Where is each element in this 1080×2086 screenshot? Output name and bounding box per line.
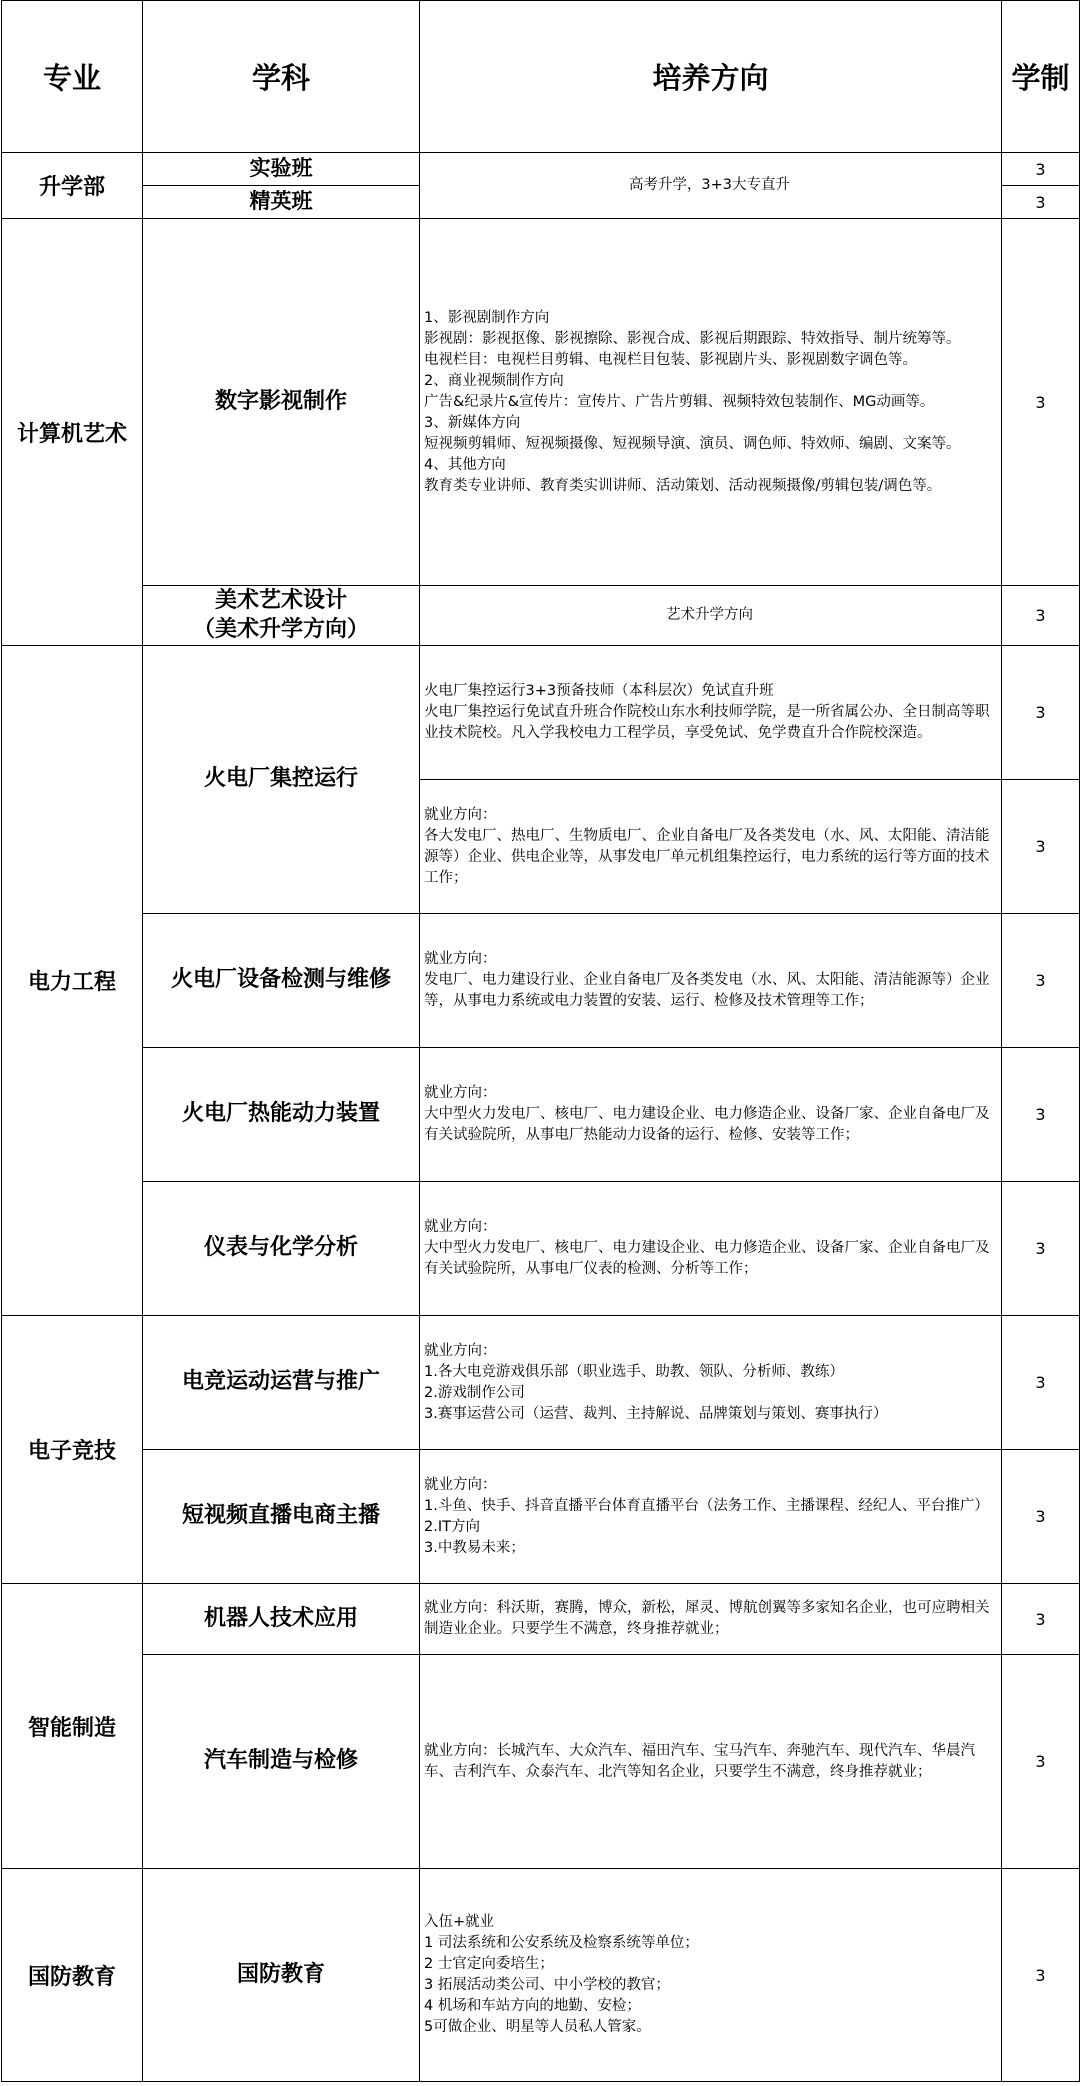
- direction-reneng: 就业方向： 大中型火力发电厂、核电厂、电力建设企业、电力修造企业、设备厂家、企业自备电厂及有关试验院所，从事电厂热能动力设备的运行、检修、安装等工作；: [420, 1048, 1002, 1182]
- subject-shiyan: 实验班: [143, 153, 420, 186]
- years-guofang: 3: [1002, 1869, 1080, 2082]
- direction-jianxiu: 就业方向： 发电厂、电力建设行业、企业自备电厂及各类发电（水、风、太阳能、清洁能源等）企业等，从事电力系统或电力装置的安装、运行、检修及技术管理等工作；: [420, 914, 1002, 1048]
- subject-shuzi: 数字影视制作: [143, 219, 420, 586]
- direction-yibiao: 就业方向： 大中型火力发电厂、核电厂、电力建设企业、电力修造企业、设备厂家、企业自备电厂及有关试验院所，从事电厂仪表的检测、分析等工作；: [420, 1182, 1002, 1316]
- years-jianxiu: 3: [1002, 914, 1080, 1048]
- years-jikong-1: 3: [1002, 646, 1080, 780]
- direction-jikong-1: 火电厂集控运行3+3预备技师（本科层次）免试直升班 火电厂集控运行免试直升班合作院校山东水利技师学院，是一所省属公办、全日制高等职业技术院校。凡入学我校电力工程学员，享受免试、免学费直升合作院校深造。: [420, 646, 1002, 780]
- major-zhineng: 智能制造: [2, 1584, 143, 1869]
- years-shuzi: 3: [1002, 219, 1080, 586]
- major-dianzi: 电子竞技: [2, 1316, 143, 1584]
- table-row: [2, 586, 1080, 646]
- years-meishu: 3: [1002, 586, 1080, 646]
- direction-shengxue: 高考升学，3+3大专直升: [420, 153, 1002, 219]
- subject-qiche: 汽车制造与检修: [143, 1655, 420, 1869]
- years-reneng: 3: [1002, 1048, 1080, 1182]
- header-major: 专业: [2, 1, 143, 153]
- subject-jiqiren: 机器人技术应用: [143, 1584, 420, 1655]
- table-row: [2, 153, 1080, 186]
- subject-guofang: 国防教育: [143, 1869, 420, 2082]
- years-yibiao: 3: [1002, 1182, 1080, 1316]
- direction-qiche: 就业方向：长城汽车、大众汽车、福田汽车、宝马汽车、奔驰汽车、现代汽车、华晨汽车、吉利汽车、众泰汽车、北汽等知名企业，只要学生不满意，终身推荐就业；: [420, 1655, 1002, 1869]
- major-dianli: 电力工程: [2, 646, 143, 1316]
- subject-dianjing: 电竞运动运营与推广: [143, 1316, 420, 1450]
- years-jingying: 3: [1002, 186, 1080, 219]
- table-row: [2, 1182, 1080, 1316]
- table-row: [2, 1869, 1080, 2082]
- years-zhibo: 3: [1002, 1450, 1080, 1584]
- curriculum-table: [1, 0, 1080, 2082]
- header-direction: 培养方向: [420, 1, 1002, 153]
- major-shengxue: 升学部: [2, 153, 143, 219]
- header-years: 学制: [1002, 1, 1080, 153]
- direction-jiqiren: 就业方向：科沃斯，赛腾，博众，新松，犀灵、博航创翼等多家知名企业，也可应聘相关制造业企业。只要学生不满意，终身推荐就业；: [420, 1584, 1002, 1655]
- table-row: [2, 646, 1080, 780]
- table-row: [2, 914, 1080, 1048]
- table-row: [2, 1584, 1080, 1655]
- years-jiqiren: 3: [1002, 1584, 1080, 1655]
- table-row: [2, 1655, 1080, 1869]
- years-jikong-2: 3: [1002, 780, 1080, 914]
- header-row: [2, 1, 1080, 153]
- table-row: [2, 1316, 1080, 1450]
- direction-shuzi: 1、影视剧制作方向 影视剧：影视抠像、影视擦除、影视合成、影视后期跟踪、特效指导、制片统筹等。 电视栏目：电视栏目剪辑、电视栏目包装、影视剧片头、影视剧数字调色等。 2、商业视频制作方向 广告&纪录片&宣传片：宣传片、广告片剪辑、视频特效包装制作、MG动画等。 3、新媒体方向 短视频剪辑师、短视频摄像、短视频导演、演员、调色师、特效师、编剧、文案等。 4、其他方向 教育类专业讲师、教育类实训讲师、活动策划、活动视频摄像/剪辑包装/调色等。: [420, 219, 1002, 586]
- direction-zhibo: 就业方向： 1.斗鱼、快手、抖音直播平台体育直播平台（法务工作、主播课程、经纪人、平台推广） 2.IT方向 3.中教易未来；: [420, 1450, 1002, 1584]
- subject-meishu: 美术艺术设计 （美术升学方向）: [143, 586, 420, 646]
- direction-dianjing: 就业方向： 1.各大电竞游戏俱乐部（职业选手、助教、领队、分析师、教练） 2.游戏制作公司 3.赛事运营公司（运营、裁判、主持解说、品牌策划与策划、赛事执行）: [420, 1316, 1002, 1450]
- table-row: [2, 219, 1080, 586]
- direction-jikong-2: 就业方向： 各大发电厂、热电厂、生物质电厂、企业自备电厂及各类发电（水、风、太阳能、清洁能源等）企业、供电企业等，从事发电厂单元机组集控运行，电力系统的运行等方面的技术工作；: [420, 780, 1002, 914]
- subject-jikong: 火电厂集控运行: [143, 646, 420, 914]
- header-subject: 学科: [143, 1, 420, 153]
- years-dianjing: 3: [1002, 1316, 1080, 1450]
- subject-reneng: 火电厂热能动力装置: [143, 1048, 420, 1182]
- years-qiche: 3: [1002, 1655, 1080, 1869]
- subject-jianxiu: 火电厂设备检测与维修: [143, 914, 420, 1048]
- major-guofang: 国防教育: [2, 1869, 143, 2082]
- table-row: [2, 1450, 1080, 1584]
- direction-meishu: 艺术升学方向: [420, 586, 1002, 646]
- direction-guofang: 入伍+就业 1 司法系统和公安系统及检察系统等单位； 2 士官定向委培生； 3 拓展活动类公司、中小学校的教官； 4 机场和车站方向的地勤、安检； 5可做企业、明星等人员私人管家。: [420, 1869, 1002, 2082]
- subject-zhibo: 短视频直播电商主播: [143, 1450, 420, 1584]
- table-row: [2, 1048, 1080, 1182]
- major-jisuanji: 计算机艺术: [2, 219, 143, 646]
- subject-yibiao: 仪表与化学分析: [143, 1182, 420, 1316]
- subject-jingying: 精英班: [143, 186, 420, 219]
- years-shiyan: 3: [1002, 153, 1080, 186]
